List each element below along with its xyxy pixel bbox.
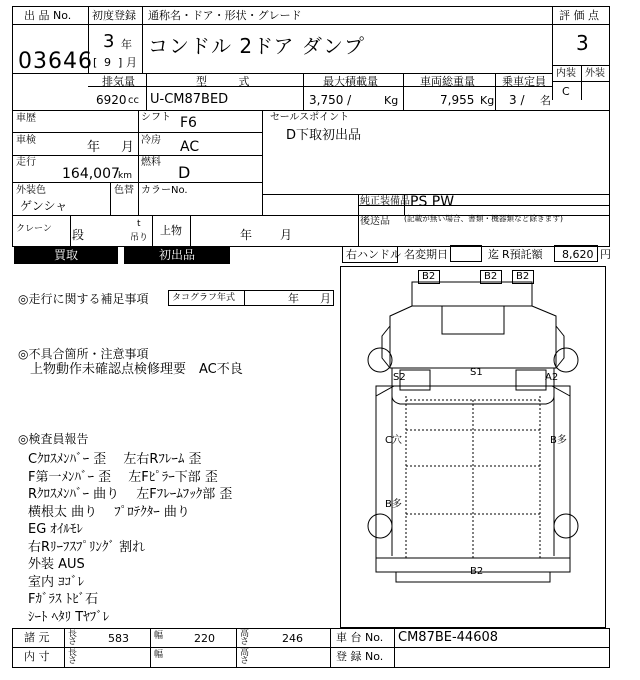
inspector-report-line: F第一ﾒﾝﾊﾞｰ 歪 左Fﾋﾟﾗｰ下部 歪	[28, 469, 218, 485]
tachograph-year-unit: 年	[288, 292, 299, 305]
ext-color-value: ゲンシャ	[20, 199, 68, 213]
inspection-year-unit: 年	[87, 140, 101, 155]
footer-table	[12, 628, 610, 668]
max-load-value: 3,750 /	[309, 93, 352, 107]
mark-b2-top-mid-label: B2	[484, 271, 498, 282]
until-label: 迄	[488, 248, 499, 261]
crane-ton-unit-top: t	[137, 219, 141, 229]
grade-label: 評 価 点	[559, 9, 599, 22]
displacement-label: 排気量	[102, 75, 135, 88]
history-label: 車歴	[16, 113, 36, 124]
recycle-fee-label: R預託額	[502, 248, 543, 261]
first-reg-label: 初度登録	[92, 9, 136, 22]
gross-weight-value: 7,955	[440, 93, 475, 107]
registration-label: 登 録 No.	[336, 650, 384, 663]
crane-label: クレーン	[16, 224, 52, 234]
sales-point-label: セールスポイント	[270, 112, 350, 123]
mark-s1: S1	[470, 367, 483, 378]
chassis-label: 車 台 No.	[336, 631, 384, 644]
gross-weight-label: 車両総重量	[420, 75, 475, 88]
overall-grade: 3	[576, 31, 589, 55]
fuel-value: D	[178, 163, 191, 182]
inspector-report-line: 横根太 曲り ﾌﾟﾛﾃｸﾀｰ 曲り	[28, 504, 190, 520]
ext-color-label: 外装色	[16, 185, 46, 196]
inspection-label: 車検	[16, 135, 36, 146]
inspector-report-line: 外装 AUS	[28, 557, 85, 572]
ac-value: AC	[180, 139, 200, 155]
height-label: 高さ	[240, 629, 250, 647]
recycle-fee-unit: 円	[600, 248, 611, 261]
mark-b2-top-left-label: B2	[422, 271, 436, 282]
height-value: 246	[282, 632, 303, 645]
exterior-label: 外装	[585, 68, 605, 79]
color-change-label: 色替	[114, 185, 134, 196]
inspector-report-line: 右Rﾘｰﾌｽﾌﾟﾘﾝｸﾞ 割れ	[28, 539, 146, 555]
length-value: 583	[108, 632, 129, 645]
max-load-label: 最大積載量	[323, 75, 378, 88]
aftermarket-note: (記載が無い場合、書類・機器類など除きます)	[404, 215, 563, 224]
fuel-label: 燃料	[141, 157, 161, 168]
vehicle-name-label: 通称名・ドア・形状・グレード	[148, 9, 302, 22]
displacement-unit: cc	[128, 95, 139, 106]
gross-weight-unit: Kg	[480, 94, 495, 107]
year-unit: 年	[121, 38, 132, 51]
upper-body-label: 上物	[160, 224, 182, 237]
name-change-label: 名変期日	[404, 248, 448, 261]
inspector-report-line: Fｶﾞﾗｽ ﾄﾋﾞ石	[28, 592, 99, 607]
upper-year-unit: 年	[240, 228, 253, 242]
inspector-report-line: Cｸﾛｽﾒﾝﾊﾞｰ 歪 左右Rﾌﾚｰﾑ 歪	[28, 452, 202, 467]
max-load-unit: Kg	[384, 94, 399, 107]
upper-month-unit: 月	[280, 228, 293, 242]
displacement-value: 6920	[96, 93, 127, 107]
inspector-title: ◎検査員報告	[18, 432, 89, 446]
mileage-value: 164,007	[62, 166, 120, 182]
shift-label: シフト	[141, 112, 171, 123]
chassis-value: CM87BE-44608	[398, 630, 499, 645]
inner-dim-label: 内 寸	[24, 650, 50, 663]
inner-length-label: 長さ	[68, 648, 78, 666]
mark-a2-right: A2	[545, 372, 559, 383]
first-listing-tag: 初出品	[124, 246, 230, 264]
defect-title: ◎不具合箇所・注意事項	[18, 347, 149, 361]
capacity-label: 乗車定員	[502, 75, 546, 88]
model-label: 型 式	[196, 75, 264, 88]
mark-b2-rear: B2	[470, 566, 484, 577]
mileage-unit: km	[118, 171, 132, 181]
inspector-report-line: Rｸﾛｽﾒﾝﾊﾞｰ 曲り 左Fﾌﾚｰﾑﾌｯｸ部 歪	[28, 487, 233, 502]
mileage-label: 走行	[16, 157, 36, 168]
name-change-box	[450, 245, 482, 262]
month-unit: 月	[126, 56, 137, 69]
length-label: 長さ	[68, 629, 78, 647]
recycle-fee-value: 8,620	[562, 248, 594, 261]
inner-height-label: 高さ	[240, 648, 250, 666]
driving-notes-title: ◎走行に関する補足事項	[18, 292, 149, 306]
buy-tag: 買取	[14, 246, 118, 264]
specs-label: 諸 元	[24, 631, 50, 644]
inspector-report-line: 室内 ﾖｺﾞﾚ	[28, 574, 85, 590]
steering-value: 右ハンドル	[346, 248, 401, 261]
aftermarket-label: 後送品	[360, 216, 390, 227]
ac-label: 冷房	[141, 135, 161, 146]
equipment-label: 純正装備品	[360, 196, 410, 207]
lot-number: 03646	[18, 49, 93, 74]
sales-point-value: D下取初出品	[286, 128, 362, 143]
width-label: 幅	[154, 631, 164, 641]
mark-b2-top-right-label: B2	[516, 271, 530, 282]
defect-text: 上物動作未確認点検修理要 AC不良	[30, 362, 243, 377]
interior-label: 内装	[556, 68, 576, 79]
tachograph-month-unit: 月	[320, 292, 331, 305]
tachograph-label: タコグラフ年式	[172, 293, 236, 303]
lot-label: 出 品 No.	[24, 9, 72, 22]
mark-b-many-left: B多	[385, 499, 402, 510]
mark-b-many-right: B多	[550, 435, 567, 446]
first-reg-month: 9	[104, 56, 111, 69]
color-no-label: カラーNo.	[141, 185, 188, 196]
mark-s2-left: S2	[393, 372, 406, 383]
capacity-value: 3 /	[509, 93, 525, 107]
vehicle-name: コンドル 2ドア ダンプ	[148, 34, 366, 58]
shift-value: F6	[180, 115, 197, 131]
model-value: U-CM87BED	[150, 92, 229, 107]
inspection-month-unit: 月	[121, 140, 135, 155]
mark-c-hole: C穴	[385, 435, 402, 446]
capacity-unit: 名	[540, 94, 551, 107]
inner-width-label: 幅	[154, 650, 164, 660]
width-value: 220	[194, 632, 215, 645]
crane-ton-unit-bottom: 吊り	[130, 233, 149, 243]
equipment-value: PS PW	[410, 194, 455, 210]
crane-step-unit: 段	[72, 228, 85, 242]
interior-grade: C	[562, 85, 570, 98]
first-reg-year: 3	[103, 31, 115, 52]
inspector-report-line: EG ｵｲﾙﾓﾚ	[28, 522, 83, 537]
inspector-report-line: ｼｰﾄ ﾍﾀﾘ Tﾔﾌﾞﾚ	[28, 609, 110, 625]
